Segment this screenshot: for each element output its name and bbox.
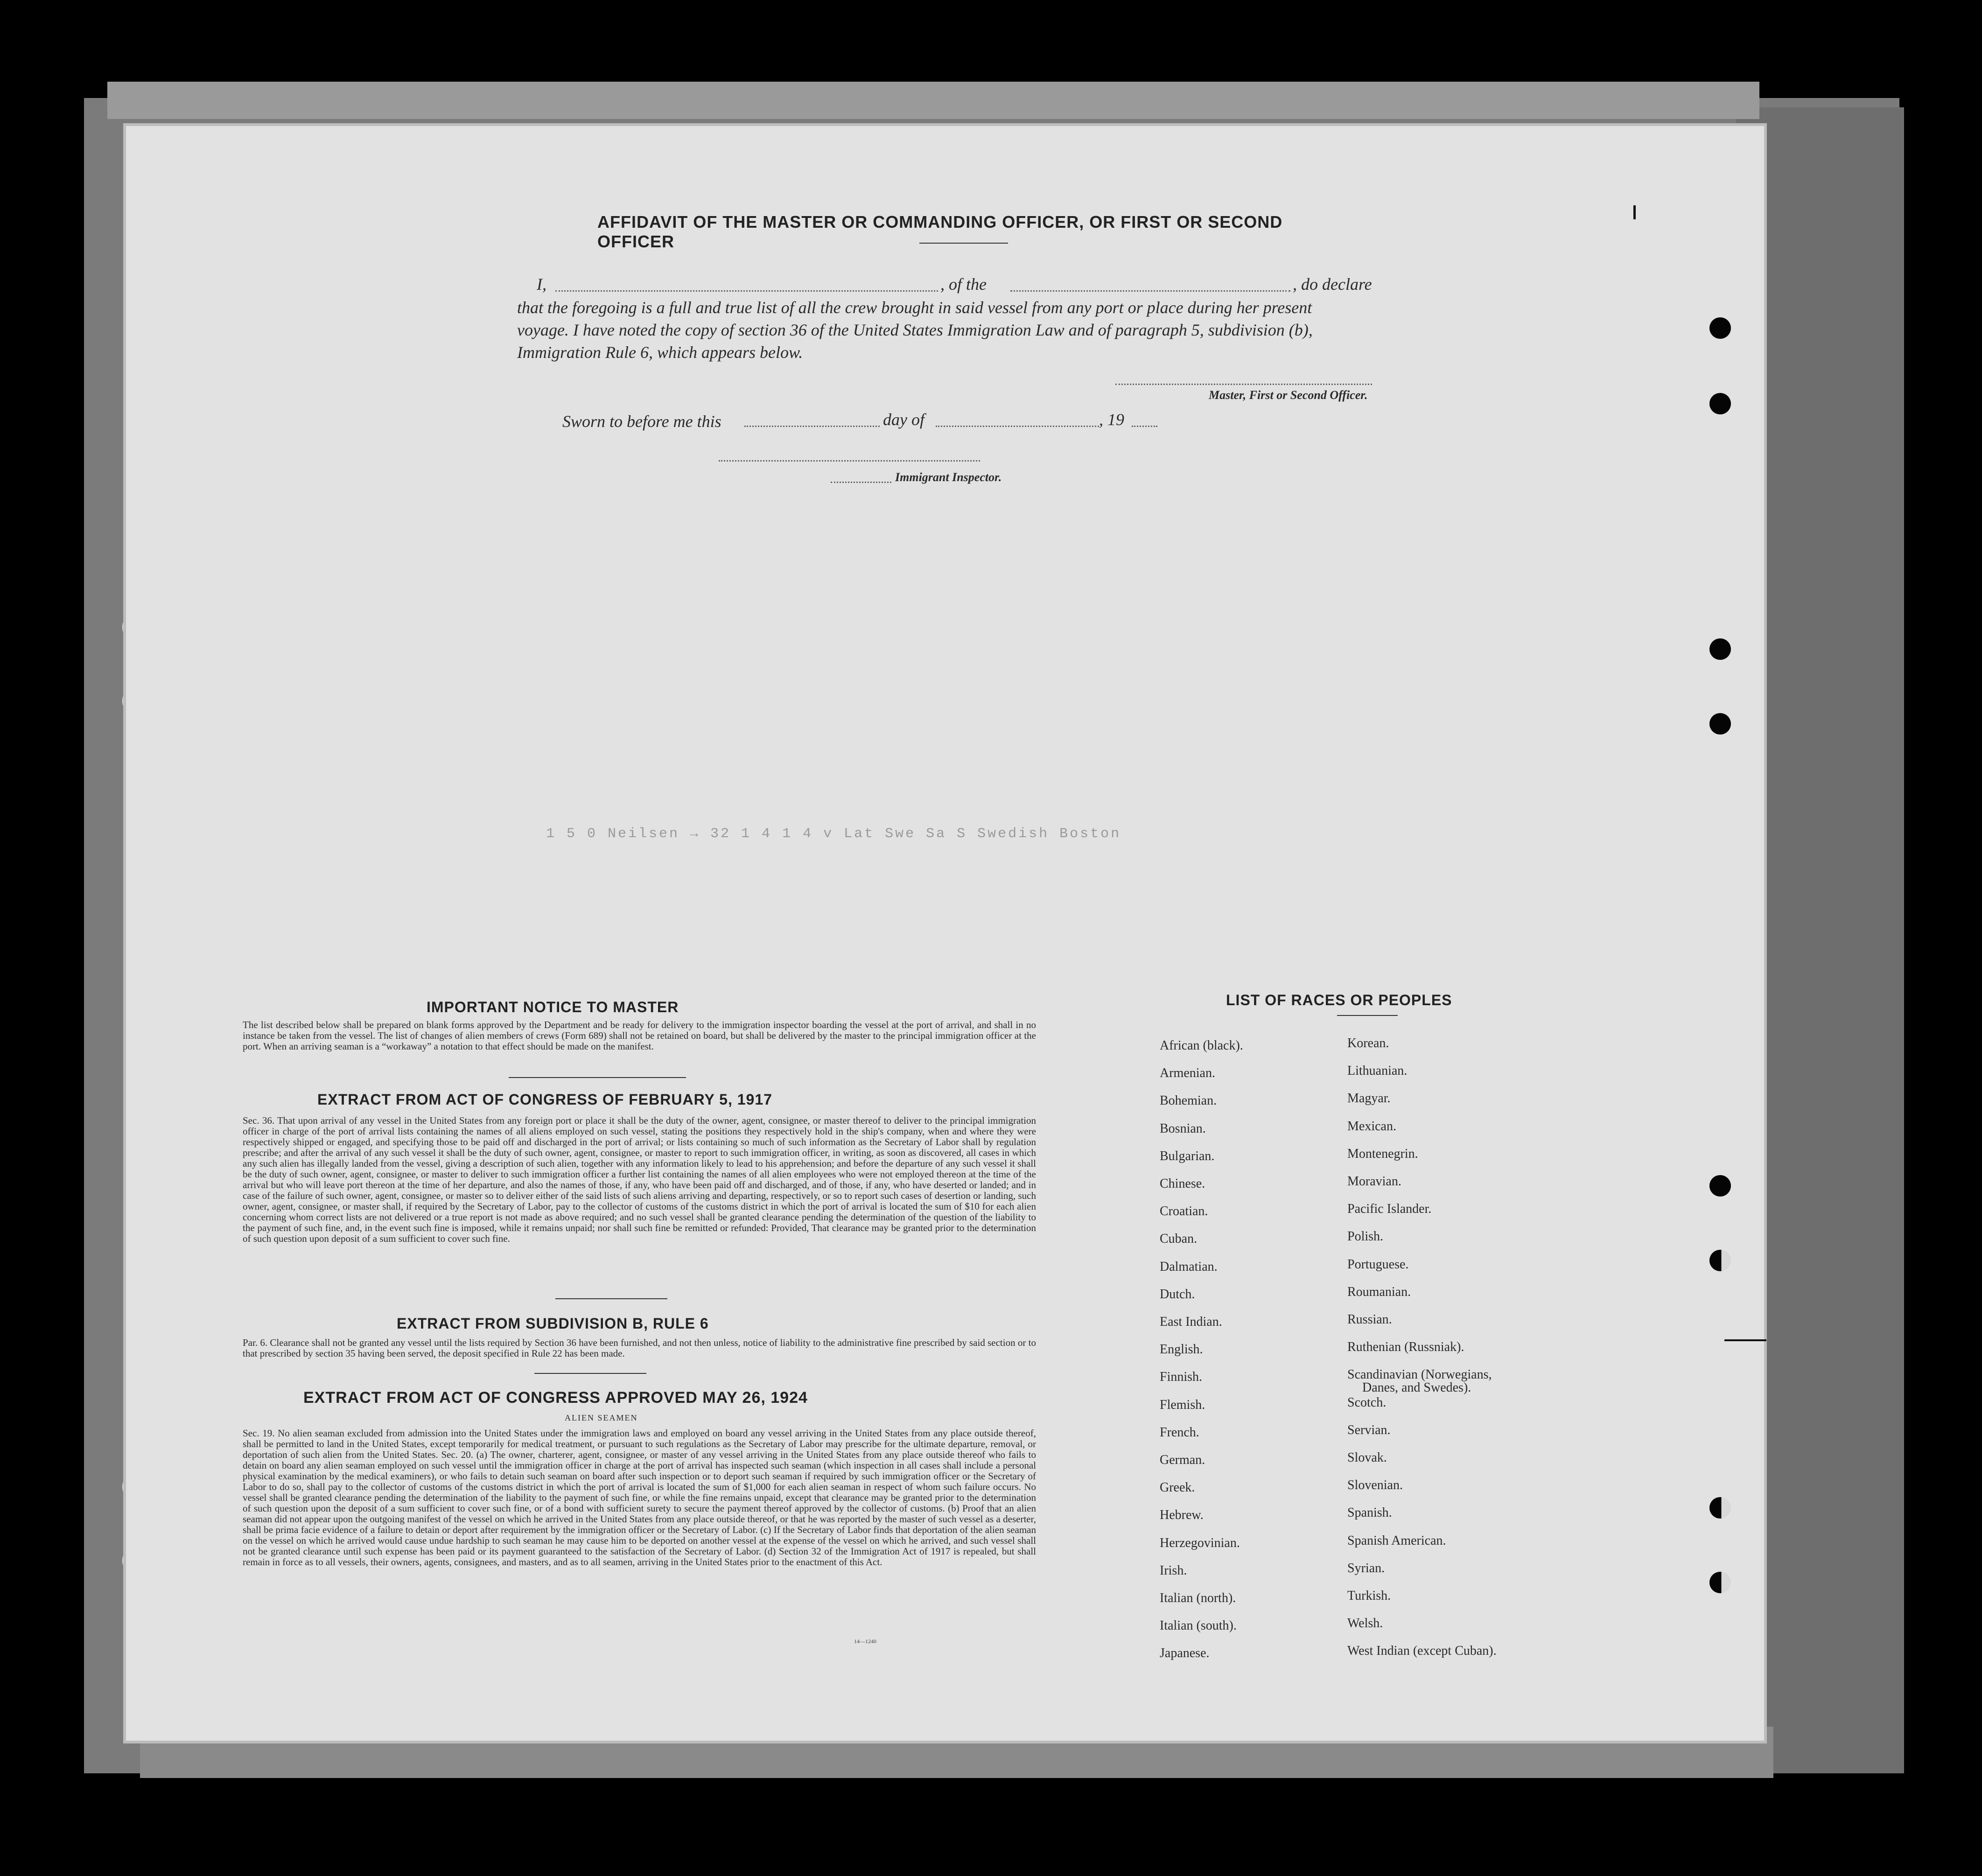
race-item: Ruthenian (Russniak). [1347, 1340, 1464, 1354]
race-item: Servian. [1347, 1423, 1391, 1437]
punch-hole [1709, 1250, 1731, 1271]
sworn-label: Sworn to before me this [562, 412, 721, 431]
extract-rule6-title: EXTRACT FROM SUBDIVISION B, RULE 6 [397, 1315, 709, 1332]
race-item: Pacific Islander. [1347, 1202, 1432, 1216]
punch-hole [1709, 1572, 1731, 1593]
section-divider [555, 1298, 667, 1299]
punch-hole [1709, 638, 1731, 660]
typed-crew-entry: 1 5 0 Neilsen → 32 1 4 1 4 v Lat Swe Sa S Swedish Boston [546, 826, 1121, 842]
race-item: Korean. [1347, 1036, 1389, 1050]
year-label: , 19 [1099, 410, 1124, 429]
race-item: Italian (south). [1160, 1618, 1237, 1633]
punch-hole [1709, 317, 1731, 339]
race-item: Roumanian. [1347, 1285, 1411, 1299]
race-item: Scotch. [1347, 1395, 1387, 1410]
race-item: Hebrew. [1160, 1508, 1204, 1522]
notice-title: IMPORTANT NOTICE TO MASTER [427, 999, 679, 1015]
race-item: Moravian. [1347, 1174, 1401, 1189]
race-item: Bohemian. [1160, 1093, 1217, 1108]
form-number: 14—1240 [854, 1638, 876, 1645]
affidavit-line-3: voyage. I have noted the copy of section 36 of the United States Immigration Law and of paragraph 5, subdivision (b), [517, 321, 1313, 339]
race-item: Chinese. [1160, 1176, 1205, 1191]
race-item-continuation: Danes, and Swedes). [1362, 1380, 1471, 1395]
race-item: Japanese. [1160, 1646, 1210, 1660]
race-item: Dalmatian. [1160, 1260, 1218, 1274]
race-item: Finnish. [1160, 1370, 1203, 1384]
race-item: Polish. [1347, 1229, 1384, 1244]
punch-hole [1709, 1497, 1731, 1519]
stray-mark [1724, 1339, 1766, 1341]
affidavit-line-4: Immigration Rule 6, which appears below. [517, 343, 803, 362]
sworn-month-blank [936, 426, 1099, 427]
race-item: Bosnian. [1160, 1121, 1206, 1136]
race-item: Montenegrin. [1347, 1147, 1418, 1161]
extract-rule6-body: Par. 6. Clearance shall not be granted any vessel until the lists required by Section 36 have been furnished, and not then unless, notice of liability to the administrative fine prescribed by said section or to that prescribed by section 35 having been served, the deposit specified in Rule 22 has been made. [243, 1337, 1036, 1359]
master-signature-blank [1115, 384, 1372, 385]
affidavit-i: I, [537, 275, 546, 294]
notice-body: The list described below shall be prepared on blank forms approved by the Department and be ready for delivery to the immigration inspector boarding the vessel at the port of arrival, and shall in no instance be taken from the vessel. The list of changes of alien members of crews (Form 689) shall not be retained on board, but shall be delivered by the master to the principal immigration officer at the port. When an arriving seaman is a “workaway” a notation to that effect should be made on the manifest. [243, 1019, 1036, 1052]
race-item: German. [1160, 1453, 1205, 1467]
race-item: Turkish. [1347, 1589, 1391, 1603]
title-underline [919, 243, 1008, 244]
race-item: French. [1160, 1425, 1199, 1440]
race-item: Russian. [1347, 1312, 1392, 1327]
race-item: Croatian. [1160, 1204, 1208, 1218]
race-item: Syrian. [1347, 1561, 1385, 1575]
race-item: Italian (north). [1160, 1591, 1236, 1605]
extract-1917-body: Sec. 36. That upon arrival of any vessel in the United States from any foreign port or place it shall be the duty of the owner, agent, consignee, or master thereof to deliver to the principal immigration officer in charge of the port of arrival lists containing the names of all aliens employed on such vessel, stating the positions they respectively hold in the ship's company, when and where they were respectively shipped or engaged, and specifying those to be paid off and discharged in the port of arrival; or lists containing so much of such information as the Secretary of Labor shall by regulation prescribe; and after the arrival of any such vessel it shall be the duty of such owner, agent, consignee, or master to report to such immigration officer, in writing, as soon as discovered, all cases in which any such alien has illegally landed from the vessel, giving a description of such alien, together with any information likely to lead to his apprehension; and before the departure of any such vessel it shall be the duty of such owner, agent, consignee, or master to deliver to such immigration officer a further list containing the names of all alien employees who were not employed thereon at the time of the arrival but who will leave port thereon at the time of her departure, and also the names of those, if any, who have been paid off and discharged, and of those, if any, who have deserted or landed; and in case of the failure of such owner, agent, consignee, or master so to deliver either of the said lists of such aliens arriving and departing, respectively, or so to report such cases of desertion or landing, such owner, agent, consignee, or master shall, if required by the Secretary of Labor, pay to the collector of customs of the customs district in which the port of arrival is located the sum of $10 for each alien concerning whom correct lists are not delivered or a true report is not made as above required; and no such vessel shall be granted clearance pending the determination of the question of the liability to the payment of such fine, and, in the event such fine is imposed, while it remains unpaid; nor shall such fine be remitted or refunded: Provided, That clearance may be granted prior to the determination of such question upon deposit of a sum sufficient to cover such fine. [243, 1115, 1036, 1244]
extract-1924-title: EXTRACT FROM ACT OF CONGRESS APPROVED MAY 26, 1924 [303, 1389, 808, 1407]
extract-1917-title: EXTRACT FROM ACT OF CONGRESS OF FEBRUARY 5, 1917 [317, 1091, 772, 1108]
document-page [126, 126, 1764, 1741]
race-item: Armenian. [1160, 1066, 1215, 1080]
race-item: Bulgarian. [1160, 1149, 1215, 1163]
master-caption: Master, First or Second Officer. [1209, 388, 1368, 402]
race-item: Welsh. [1347, 1616, 1383, 1631]
punch-hole [1709, 1175, 1731, 1197]
race-item: English. [1160, 1342, 1203, 1357]
sworn-day-blank [744, 426, 880, 427]
race-item: Portuguese. [1347, 1257, 1409, 1272]
vessel-blank [1010, 290, 1290, 292]
affidavit-declare: , do declare [1293, 275, 1372, 294]
race-item: Greek. [1160, 1480, 1195, 1495]
race-item: Irish. [1160, 1563, 1187, 1578]
race-item: Magyar. [1347, 1091, 1391, 1106]
race-item: Cuban. [1160, 1232, 1198, 1246]
races-underline [1337, 1015, 1398, 1016]
year-blank [1132, 426, 1157, 427]
race-item: Lithuanian. [1347, 1064, 1408, 1078]
affidavit-line-2: that the foregoing is a full and true list of all the crew brought in said vessel from any port or place during her present [517, 298, 1312, 317]
punch-hole [1709, 713, 1731, 735]
race-item: East Indian. [1160, 1315, 1222, 1329]
race-item: Dutch. [1160, 1287, 1195, 1302]
race-item: West Indian (except Cuban). [1347, 1644, 1497, 1658]
race-item: Mexican. [1347, 1119, 1396, 1134]
races-title: LIST OF RACES OR PEOPLES [1226, 992, 1452, 1008]
race-item: Slovak. [1347, 1450, 1387, 1465]
punch-hole [1709, 393, 1731, 414]
affidavit-title: AFFIDAVIT OF THE MASTER OR COMMANDING OFFICER, OR FIRST OR SECOND OFFICER [597, 212, 1283, 251]
race-item: African (black). [1160, 1038, 1243, 1053]
race-item: Slovenian. [1347, 1478, 1403, 1492]
race-item: Flemish. [1160, 1398, 1205, 1412]
race-item: Spanish. [1347, 1505, 1392, 1520]
binder-top-edge [107, 82, 1759, 119]
section-divider [509, 1077, 686, 1078]
day-of-label: day of [883, 410, 924, 429]
affidavit-of-the: , of the [940, 275, 987, 294]
race-item: Herzegovinian. [1160, 1536, 1240, 1550]
race-item: Scandinavian (Norwegians, [1347, 1367, 1492, 1382]
race-item: Spanish American. [1347, 1533, 1446, 1548]
stray-mark [1633, 205, 1636, 219]
section-divider [534, 1373, 646, 1374]
inspector-caption: Immigrant Inspector. [895, 470, 1002, 484]
alien-seamen-subtitle: ALIEN SEAMEN [565, 1413, 638, 1422]
inspector-dots [831, 482, 891, 483]
name-blank [555, 290, 938, 292]
inspector-signature-blank [719, 460, 980, 462]
extract-1924-body: Sec. 19. No alien seaman excluded from admission into the United States under the immigration laws and employed on board any vessel arriving in the United States from any place outside thereof, shall be permitted to land in the United States, except temporarily for medical treatment, or pursuant to such regulations as the Secretary of Labor may prescribe for the ultimate departure, removal, or deportation of such alien from the United States. Sec. 20. (a) The owner, charterer, agent, consignee, or master of any vessel arriving in the United States from any place outside thereof who fails to detain on board any alien seaman employed on such vessel until the immigration officer in charge at the port of arrival has inspected such seaman (which inspection in all cases shall include a personal physical examination by the medical examiners), or who fails to detain such seaman on board after such inspection or to deport such seaman if required by such immigration officer or the Secretary of Labor to do so, shall pay to the collector of customs of the customs district in which the port of arrival is located the sum of $1,000 for each alien seaman in respect of whom such failure occurs. No vessel shall be granted clearance pending the determination of the liability to the payment of such fine, or while the fine remains unpaid, except that clearance may be granted prior to the determination of such question upon the deposit of a sum sufficient to cover such fine, or of a bond with sufficient surety to secure the payment thereof approved by the collector of customs. (b) Proof that an alien seaman did not appear upon the outgoing manifest of the vessel on which he arrived in the United States from any place outside thereof, or that he was reported by the master of such vessel as a deserter, shall be prima facie evidence of a failure to detain or deport after requirement by the immigration officer or the Secretary of Labor. (c) If the Secretary of Labor finds that deportation of the alien seaman on the vessel on which he arrived would cause undue hardship to such seaman he may cause him to be deported on another vessel at the expense of the vessel on which he arrived, and such vessel shall not be granted clearance until such expense has been paid or its payment guaranteed to the satisfaction of the Secretary of Labor. (d) Section 32 of the Immigration Act of 1917 is repealed, but shall remain in force as to all vessels, their owners, agents, consignees, and masters, and as to all seamen, arriving in the United States prior to the enactment of this Act. [243, 1428, 1036, 1568]
